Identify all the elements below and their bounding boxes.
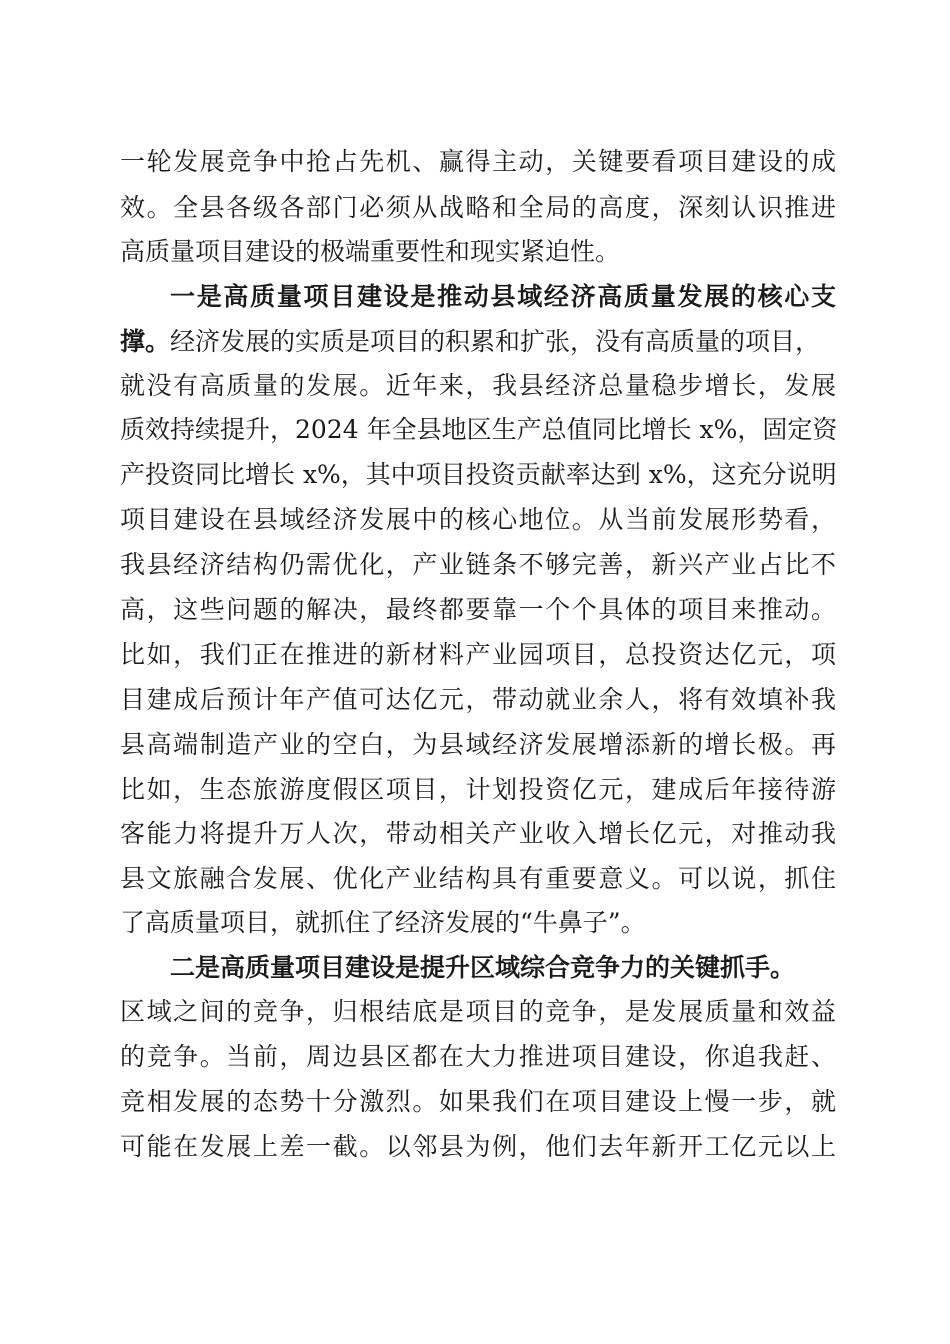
text-line-18: 了高质量项目，就抓住了经济发展的“牛鼻子”。: [120, 908, 646, 937]
text-line-3: 高质量项目建设的极端重要性和现实紧迫性。: [120, 237, 621, 266]
text-line-20: 区域之间的竞争，归根结底是项目的竞争，是发展质量和效益: [120, 997, 836, 1026]
text-line-13: 目建成后预计年产值可达亿元，带动就业余人，将有效填补我: [120, 685, 836, 714]
text-line-17: 县文旅融合发展、优化产业结构具有重要意义。可以说，抓住: [120, 864, 836, 893]
text-line-8: 产投资同比增长 x%，其中项目投资贡献率达到 x%，这充分说明: [120, 460, 837, 489]
text-line-14: 县高端制造产业的空白，为县域经济发展增添新的增长极。再: [120, 730, 836, 759]
text-line-10: 我县经济结构仍需优化，产业链条不够完善，新兴产业占比不: [120, 550, 836, 579]
paragraph-row: [120, 321, 836, 363]
text-line-7: 质效持续提升，2024 年全县地区生产总值同比增长 x%，固定资: [120, 415, 838, 444]
text-line-2: 效。全县各级各部门必须从战略和全局的高度，深刻认识推进: [120, 193, 836, 222]
text-line-12: 比如，我们正在推进的新材料产业园项目，总投资达亿元，项: [120, 640, 836, 669]
text-line-9: 项目建设在县域经济发展中的核心地位。从当前发展形势看，: [120, 505, 836, 534]
text-line-21: 的竞争。当前，周边县区都在大力推进项目建设，你追我赶、: [120, 1042, 836, 1071]
heading-point-one-end: 撑。: [120, 327, 171, 356]
text-line-16: 客能力将提升万人次，带动相关产业收入增长亿元，对推动我: [120, 819, 836, 848]
text-line-6: 就没有高质量的发展。近年来，我县经济总量稳步增长，发展: [120, 371, 836, 400]
heading-point-one: 一是高质量项目建设是推动县域经济高质量发展的核心支: [170, 282, 836, 311]
text-line-22: 竞相发展的态势十分激烈。如果我们在项目建设上慢一步，就: [120, 1087, 836, 1116]
text-line-1: 一轮发展竞争中抢占先机、赢得主动，关键要看项目建设的成: [120, 147, 836, 176]
text-line-15: 比如，生态旅游度假区项目，计划投资亿元，建成后年接待游: [120, 775, 836, 804]
heading-point-two: 二是高质量项目建设是提升区域综合竞争力的关键抓手。: [170, 953, 796, 982]
text-line-11: 高，这些问题的解决，最终都要靠一个个具体的项目来推动。: [120, 595, 836, 624]
text-line-5: 经济发展的实质是项目的积累和扩张，没有高质量的项目，: [170, 327, 821, 356]
text-line-23: 可能在发展上差一截。以邻县为例，他们去年新开工亿元以上: [120, 1132, 836, 1161]
